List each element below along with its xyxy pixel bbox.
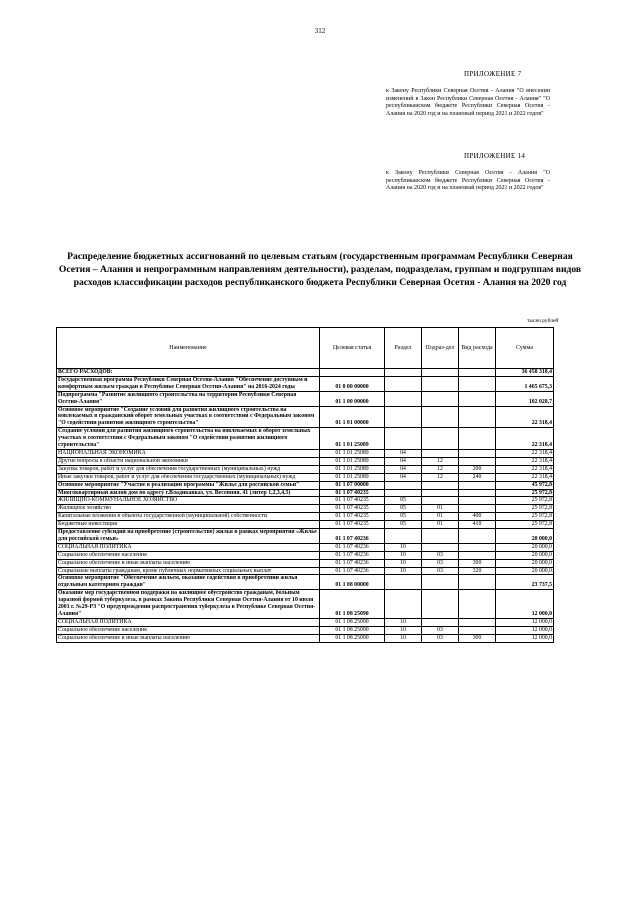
cell-expense-type <box>459 457 496 465</box>
cell-code: 01 1 08 00000 <box>320 575 385 590</box>
cell-section: 10 <box>385 551 422 559</box>
cell-code: 01 0 00 00000 <box>320 376 385 391</box>
unit-label: тысяч рублей <box>527 318 559 324</box>
cell-name: Капитальные вложения в объекты государственной (муниципальной) собственности <box>57 513 320 521</box>
cell-expense-type <box>459 376 496 391</box>
cell-section <box>385 406 422 428</box>
cell-expense-type <box>459 543 496 551</box>
cell-section <box>385 376 422 391</box>
table-row <box>57 449 554 457</box>
appendix-7-text: к Закону Республики Северная Осетия - Алания "О внесении изменений в Закон Республики Северная Осетия - Алания" "О республиканском бюджете Республики Северная Осетия - Алания на 2020 год и на плановый период 2021 и 2022 годов" <box>386 88 550 117</box>
col-header-name: Наименование <box>57 328 320 369</box>
cell-section <box>385 481 422 489</box>
cell-name: Бюджетные инвестиции <box>57 521 320 529</box>
cell-code: 01 1 01 00000 <box>320 406 385 428</box>
table-row <box>57 497 554 505</box>
col-header-subsection: Подраз-дел <box>422 328 459 369</box>
cell-sum: 25 972,8 <box>496 513 554 521</box>
cell-code: 01 1 01 25089 <box>320 457 385 465</box>
table-row <box>57 481 554 489</box>
cell-code: 01 1 00 00000 <box>320 391 385 406</box>
cell-expense-type: 300 <box>459 559 496 567</box>
cell-sum: 20 000,0 <box>496 529 554 544</box>
cell-subsection <box>422 575 459 590</box>
cell-section <box>385 391 422 406</box>
col-header-section: Раздел <box>385 328 422 369</box>
page-number: 312 <box>314 27 326 35</box>
table-row <box>57 634 554 642</box>
cell-sum: 20 000,0 <box>496 543 554 551</box>
cell-expense-type <box>459 626 496 634</box>
cell-code: 01 1 07 40236 <box>320 543 385 551</box>
table-row <box>57 567 554 575</box>
cell-expense-type: 300 <box>459 634 496 642</box>
cell-subsection: 12 <box>422 465 459 473</box>
cell-code: 01 1 07 40235 <box>320 513 385 521</box>
cell-subsection: 12 <box>422 473 459 481</box>
cell-name: Предоставление субсидий на приобретение (строительство) жилья в рамках мероприятия «Жилье для российской семьи» <box>57 529 320 544</box>
cell-section: 10 <box>385 618 422 626</box>
cell-sum: 1 465 675,3 <box>496 376 554 391</box>
cell-name: Социальное обеспечение и иные выплаты населению <box>57 634 320 642</box>
cell-expense-type <box>459 369 496 377</box>
appendix-14-title: ПРИЛОЖЕНИЕ 14 <box>464 152 526 160</box>
cell-subsection <box>422 369 459 377</box>
cell-code: 01 1 07 00000 <box>320 481 385 489</box>
cell-subsection <box>422 543 459 551</box>
table-row <box>57 428 554 450</box>
table-row <box>57 406 554 428</box>
cell-name: ВСЕГО РАСХОДОВ: <box>57 369 320 377</box>
table-row <box>57 465 554 473</box>
cell-name: НАЦИОНАЛЬНАЯ ЭКОНОМИКА <box>57 449 320 457</box>
col-header-expense-type: Вид расхода <box>459 328 496 369</box>
cell-section <box>385 369 422 377</box>
cell-name: Жилищное хозяйство <box>57 505 320 513</box>
cell-expense-type: 410 <box>459 521 496 529</box>
cell-name: Социальные выплаты гражданам, кроме публичных нормативных социальных выплат <box>57 567 320 575</box>
cell-subsection <box>422 376 459 391</box>
cell-name: СОЦИАЛЬНАЯ ПОЛИТИКА <box>57 543 320 551</box>
cell-section: 04 <box>385 473 422 481</box>
cell-sum: 12 000,0 <box>496 634 554 642</box>
cell-subsection <box>422 497 459 505</box>
cell-name: Государственная программа Республики Северная Осетия-Алания "Обеспечение доступным и комфортным жильем граждан в Республике Северная Осетия-Алания" на 2016-2024 годы <box>57 376 320 391</box>
table-row <box>57 559 554 567</box>
table-row <box>57 505 554 513</box>
cell-section <box>385 489 422 497</box>
cell-code: 01 1 07 40235 <box>320 497 385 505</box>
cell-sum: 22 318,4 <box>496 449 554 457</box>
cell-name: Оказание мер государственной поддержки на жилищное обустройство гражданам, больным заразной формой туберкулеза, в рамках Закона Республики Северная Осетия-Алания от 10 июля 2001 г. №29-РЗ "О предупреждении распространения туберкулеза в Республике Северная Осетия-Алания" <box>57 590 320 619</box>
cell-sum: 22 318,4 <box>496 428 554 450</box>
cell-section: 05 <box>385 505 422 513</box>
cell-section <box>385 529 422 544</box>
cell-section: 10 <box>385 559 422 567</box>
cell-expense-type <box>459 529 496 544</box>
cell-sum: 20 000,0 <box>496 567 554 575</box>
appendix-14-text: к Закону Республики Северная Осетия - Алания "О республиканском бюджете Республики Северная Осетия - Алания на 2020 год и на плановый период 2021 и 2022 годов" <box>386 170 550 192</box>
cell-name: СОЦИАЛЬНАЯ ПОЛИТИКА <box>57 618 320 626</box>
cell-sum: 12 000,0 <box>496 626 554 634</box>
cell-sum: 25 972,8 <box>496 497 554 505</box>
cell-expense-type <box>459 428 496 450</box>
table-row <box>57 590 554 619</box>
table-header-row <box>57 328 554 369</box>
col-header-sum: Сумма <box>496 328 554 369</box>
cell-section: 10 <box>385 543 422 551</box>
cell-subsection <box>422 489 459 497</box>
cell-code: 01 1 08 25090 <box>320 626 385 634</box>
cell-sum: 25 972,8 <box>496 489 554 497</box>
cell-code: 01 1 07 40236 <box>320 567 385 575</box>
cell-code: 01 1 01 25089 <box>320 428 385 450</box>
table-row <box>57 521 554 529</box>
cell-subsection <box>422 481 459 489</box>
cell-subsection <box>422 449 459 457</box>
cell-code <box>320 369 385 377</box>
table-row <box>57 391 554 406</box>
cell-sum: 22 318,4 <box>496 457 554 465</box>
cell-expense-type: 320 <box>459 567 496 575</box>
cell-code: 01 1 07 40235 <box>320 521 385 529</box>
table-row <box>57 473 554 481</box>
table-row <box>57 513 554 521</box>
table-row <box>57 369 554 377</box>
cell-name: Социальное обеспечение населения <box>57 626 320 634</box>
cell-sum: 22 318,4 <box>496 473 554 481</box>
cell-sum: 20 000,0 <box>496 551 554 559</box>
cell-expense-type <box>459 449 496 457</box>
cell-section <box>385 590 422 619</box>
cell-subsection: 03 <box>422 634 459 642</box>
cell-name: Создание условий для развития жилищного строительства на вовлекаемых в оборот земельных участках в соответствии с Федеральным законом "О содействии развитию жилищного строительства" <box>57 428 320 450</box>
cell-section: 05 <box>385 497 422 505</box>
table-row <box>57 575 554 590</box>
cell-code: 01 1 07 40236 <box>320 559 385 567</box>
cell-section: 05 <box>385 521 422 529</box>
cell-section <box>385 575 422 590</box>
table-row <box>57 626 554 634</box>
cell-sum: 22 318,4 <box>496 465 554 473</box>
cell-subsection: 03 <box>422 551 459 559</box>
cell-section: 10 <box>385 626 422 634</box>
cell-name: Закупка товаров, работ и услуг для обеспечения государственных (муниципальных) нужд <box>57 465 320 473</box>
cell-expense-type: 400 <box>459 513 496 521</box>
cell-expense-type <box>459 551 496 559</box>
cell-subsection <box>422 428 459 450</box>
cell-expense-type <box>459 489 496 497</box>
cell-expense-type <box>459 481 496 489</box>
budget-table <box>56 327 554 643</box>
cell-expense-type <box>459 497 496 505</box>
cell-section: 04 <box>385 449 422 457</box>
cell-subsection: 01 <box>422 513 459 521</box>
col-header-code: Целевая статья <box>320 328 385 369</box>
cell-code: 01 1 08 25090 <box>320 618 385 626</box>
cell-name: Основное мероприятие "Обеспечение жильем, оказание содействия в приобретении жилья отдельным категориям граждан" <box>57 575 320 590</box>
table-row <box>57 543 554 551</box>
cell-expense-type <box>459 391 496 406</box>
document-heading: Распределение бюджетных ассигнований по целевым статьям (государственным программам Республики Северная Осетия – Алания и непрограммным направлениям деятельности), разделам, подразделам, группам и подгруппам видов расходов классификации расходов республиканского бюджета Республики Северная Осетия - Алания на 2020 год <box>58 251 582 288</box>
cell-sum: 12 000,0 <box>496 590 554 619</box>
table-row <box>57 376 554 391</box>
cell-expense-type: 200 <box>459 465 496 473</box>
cell-code: 01 1 01 25089 <box>320 465 385 473</box>
cell-name: Иные закупки товаров, работ и услуг для обеспечения государственных (муниципальных) нужд <box>57 473 320 481</box>
table-row <box>57 551 554 559</box>
cell-code: 01 1 01 25089 <box>320 473 385 481</box>
cell-section: 04 <box>385 457 422 465</box>
cell-expense-type <box>459 590 496 619</box>
cell-code: 01 1 07 40235 <box>320 489 385 497</box>
cell-expense-type <box>459 505 496 513</box>
cell-section: 04 <box>385 465 422 473</box>
cell-name: Подпрограмма "Развитие жилищного строительства на территории Республики Северная Осетия-Алания" <box>57 391 320 406</box>
cell-code: 01 1 07 40236 <box>320 551 385 559</box>
table-row <box>57 529 554 544</box>
cell-code: 01 1 01 25089 <box>320 449 385 457</box>
cell-sum: 20 000,0 <box>496 559 554 567</box>
cell-name: Основное мероприятие "Создание условий для развития жилищного строительства на вовлекаемых в гражданский оборот земельных участках в соответствии с Федеральным законом "О содействии развитию жилищного строительства" <box>57 406 320 428</box>
cell-subsection: 12 <box>422 457 459 465</box>
cell-subsection <box>422 618 459 626</box>
cell-sum: 22 318,4 <box>496 406 554 428</box>
cell-sum: 12 000,0 <box>496 618 554 626</box>
cell-section: 10 <box>385 634 422 642</box>
cell-name: Основное мероприятие "Участие в реализации программы "Жилье для российской семьи" <box>57 481 320 489</box>
appendix-7-title: ПРИЛОЖЕНИЕ 7 <box>464 70 522 78</box>
cell-code: 01 1 08 25090 <box>320 634 385 642</box>
cell-expense-type: 240 <box>459 473 496 481</box>
cell-name: Социальное обеспечение и иные выплаты населению <box>57 559 320 567</box>
cell-expense-type <box>459 406 496 428</box>
cell-name: ЖИЛИЩНО-КОММУНАЛЬНОЕ ХОЗЯЙСТВО <box>57 497 320 505</box>
cell-subsection: 03 <box>422 559 459 567</box>
table-row <box>57 489 554 497</box>
cell-code: 01 1 07 40236 <box>320 529 385 544</box>
cell-subsection <box>422 406 459 428</box>
cell-subsection <box>422 590 459 619</box>
cell-section: 10 <box>385 567 422 575</box>
cell-subsection <box>422 529 459 544</box>
cell-subsection: 03 <box>422 567 459 575</box>
cell-name: Многоквартирный жилой дом по адресу г.Владикавказ, ул. Весенняя, 41 (литер 1,2,3,4,5) <box>57 489 320 497</box>
cell-expense-type <box>459 618 496 626</box>
cell-sum: 25 972,8 <box>496 505 554 513</box>
cell-name: Социальное обеспечение населения <box>57 551 320 559</box>
cell-subsection: 01 <box>422 521 459 529</box>
cell-section: 05 <box>385 513 422 521</box>
cell-expense-type <box>459 575 496 590</box>
table-row <box>57 457 554 465</box>
cell-sum: 45 972,8 <box>496 481 554 489</box>
cell-section <box>385 428 422 450</box>
cell-subsection <box>422 391 459 406</box>
cell-subsection: 01 <box>422 505 459 513</box>
table-body <box>57 369 554 643</box>
cell-sum: 102 028,7 <box>496 391 554 406</box>
cell-sum: 36 458 318,4 <box>496 369 554 377</box>
cell-subsection: 03 <box>422 626 459 634</box>
cell-sum: 23 737,5 <box>496 575 554 590</box>
cell-name: Другие вопросы в области национальной экономики <box>57 457 320 465</box>
cell-code: 01 1 07 40235 <box>320 505 385 513</box>
cell-sum: 25 972,8 <box>496 521 554 529</box>
cell-code: 01 1 08 25090 <box>320 590 385 619</box>
table-row <box>57 618 554 626</box>
